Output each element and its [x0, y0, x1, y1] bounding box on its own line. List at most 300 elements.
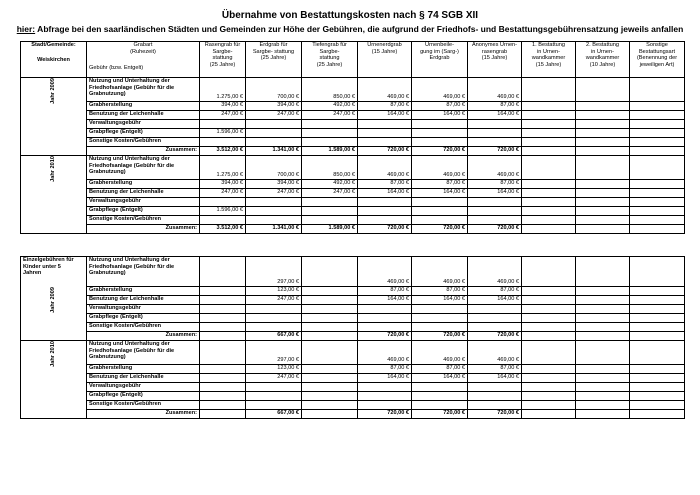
children-label-cell: [21, 257, 87, 287]
empty-cell: [630, 401, 685, 410]
empty-cell: [200, 296, 246, 305]
empty-cell: [522, 305, 576, 314]
total-cell: 720,00 €: [358, 225, 412, 234]
row-label-leichenhalle: Benutzung der Leichenhalle: [87, 296, 200, 305]
table-row: [21, 189, 685, 198]
total-cell: 720,00 €: [358, 410, 412, 419]
empty-cell: [246, 383, 302, 392]
value-cell: 850,00 €: [302, 78, 358, 102]
total-row: [21, 147, 685, 156]
value-cell: 87,00 €: [468, 102, 522, 111]
total-cell: 720,00 €: [468, 332, 522, 341]
value-cell: 164,00 €: [412, 189, 468, 198]
value-cell: 87,00 €: [468, 287, 522, 296]
value-cell: 87,00 €: [412, 287, 468, 296]
value-cell: 394,00 €: [200, 180, 246, 189]
empty-cell: [200, 401, 246, 410]
empty-cell: [358, 216, 412, 225]
empty-cell: [200, 138, 246, 147]
empty-cell: [412, 323, 468, 332]
empty-cell: [302, 374, 358, 383]
empty-cell: [576, 180, 630, 189]
empty-cell: [200, 198, 246, 207]
total-row: [21, 332, 685, 341]
year-cell-2010: [21, 156, 87, 234]
empty-cell: [576, 102, 630, 111]
year-label: Jahr 2010: [50, 341, 57, 367]
empty-cell: [302, 198, 358, 207]
empty-cell: [522, 180, 576, 189]
value-cell: 247,00 €: [200, 111, 246, 120]
empty-cell: [412, 314, 468, 323]
empty-cell: [468, 305, 522, 314]
value-cell: 87,00 €: [412, 180, 468, 189]
col-header-urnenbeilegung: Urnenbeile- gung im (Sarg-) Erdgrab: [412, 42, 468, 78]
empty-cell: [630, 102, 685, 111]
value-cell: 87,00 €: [412, 102, 468, 111]
empty-cell: [576, 365, 630, 374]
ruhezeit-label: (Ruhezeit): [130, 48, 156, 55]
value-cell: 469,00 €: [468, 78, 522, 102]
empty-cell: [630, 365, 685, 374]
year-cell-2009: [21, 78, 87, 156]
empty-cell: [576, 189, 630, 198]
table-row: [21, 374, 685, 383]
total-cell: 720,00 €: [412, 410, 468, 419]
value-cell: 123,00 €: [246, 287, 302, 296]
row-label-grabpflege: Grabpflege (Entgelt): [87, 392, 200, 401]
empty-cell: [576, 207, 630, 216]
value-cell: 164,00 €: [468, 374, 522, 383]
empty-cell: [576, 287, 630, 296]
empty-cell: [576, 156, 630, 180]
empty-cell: [302, 383, 358, 392]
empty-cell: [200, 314, 246, 323]
row-label-zusammen: Zusammen:: [87, 410, 200, 419]
empty-cell: [576, 225, 630, 234]
empty-cell: [200, 257, 246, 287]
row-label-grabpflege: Grabpflege (Entgelt): [87, 129, 200, 138]
empty-cell: [468, 120, 522, 129]
empty-cell: [200, 341, 246, 365]
value-cell: 1.596,00 €: [200, 207, 246, 216]
empty-cell: [630, 129, 685, 138]
total-cell: 720,00 €: [468, 225, 522, 234]
value-cell: 394,00 €: [246, 180, 302, 189]
row-label-sonstige: Sonstige Kosten/Gebühren: [87, 401, 200, 410]
empty-cell: [630, 78, 685, 102]
empty-cell: [358, 120, 412, 129]
empty-cell: [302, 341, 358, 365]
table-row: [21, 365, 685, 374]
row-label-grabherstellung: Grabherstellung: [87, 287, 200, 296]
row-label-sonstige: Sonstige Kosten/Gebühren: [87, 323, 200, 332]
empty-cell: [246, 314, 302, 323]
empty-cell: [468, 198, 522, 207]
value-cell: 164,00 €: [412, 296, 468, 305]
city-name: Weiskirchen: [37, 56, 70, 63]
empty-cell: [358, 323, 412, 332]
value-cell: 1.275,00 €: [200, 156, 246, 180]
empty-cell: [630, 287, 685, 296]
value-cell: 492,00 €: [302, 180, 358, 189]
year-cell-2009: [21, 287, 87, 341]
empty-cell: [358, 392, 412, 401]
row-label-grabpflege: Grabpflege (Entgelt): [87, 207, 200, 216]
total-cell: 1.589,00 €: [302, 147, 358, 156]
empty-cell: [358, 383, 412, 392]
empty-cell: [576, 314, 630, 323]
children-label: Einzelgebühren für: [23, 257, 74, 263]
empty-cell: [412, 392, 468, 401]
empty-cell: [630, 225, 685, 234]
empty-cell: [302, 305, 358, 314]
year-label: Jahr 2009: [50, 78, 57, 104]
empty-cell: [576, 410, 630, 419]
total-cell: 720,00 €: [412, 225, 468, 234]
value-cell: 247,00 €: [200, 189, 246, 198]
value-cell: 247,00 €: [246, 189, 302, 198]
total-cell: 720,00 €: [358, 332, 412, 341]
total-cell: 1.341,00 €: [246, 147, 302, 156]
empty-cell: [522, 383, 576, 392]
row-label-nutzung: Nutzung und Unterhaltung der Friedhofsanlage (Gebühr für die Grabnutzung): [87, 257, 200, 287]
children-label: Kinder unter 5: [23, 263, 61, 270]
table-row: [21, 323, 685, 332]
empty-cell: [522, 198, 576, 207]
total-cell: 667,00 €: [246, 410, 302, 419]
table-row: [21, 392, 685, 401]
table-row: [21, 207, 685, 216]
empty-cell: [630, 156, 685, 180]
value-cell: 700,00 €: [246, 78, 302, 102]
total-cell: 1.341,00 €: [246, 225, 302, 234]
empty-cell: [302, 216, 358, 225]
empty-cell: [522, 111, 576, 120]
value-cell: 469,00 €: [468, 156, 522, 180]
empty-cell: [576, 392, 630, 401]
value-cell: 247,00 €: [302, 111, 358, 120]
empty-cell: [630, 207, 685, 216]
empty-cell: [246, 207, 302, 216]
empty-cell: [246, 216, 302, 225]
row-label-zusammen: Zusammen:: [87, 225, 200, 234]
empty-cell: [302, 296, 358, 305]
empty-cell: [358, 401, 412, 410]
empty-cell: [358, 207, 412, 216]
empty-cell: [358, 198, 412, 207]
col-header-anonym: Anonymes Urnen- rasengrab (15 Jahre): [468, 42, 522, 78]
value-cell: 123,00 €: [246, 365, 302, 374]
table-row: [21, 296, 685, 305]
value-cell: 164,00 €: [358, 374, 412, 383]
row-label-leichenhalle: Benutzung der Leichenhalle: [87, 374, 200, 383]
empty-cell: [246, 323, 302, 332]
empty-cell: [302, 129, 358, 138]
col-header-tiefengrab: Tiefengrab für Sargbe- stattung (25 Jahre): [302, 42, 358, 78]
empty-cell: [630, 111, 685, 120]
table-row: [21, 102, 685, 111]
value-cell: 469,00 €: [358, 156, 412, 180]
empty-cell: [358, 305, 412, 314]
value-cell: 469,00 €: [468, 341, 522, 365]
empty-cell: [576, 401, 630, 410]
empty-cell: [412, 383, 468, 392]
value-cell: 164,00 €: [412, 111, 468, 120]
value-cell: 469,00 €: [358, 257, 412, 287]
empty-cell: [522, 216, 576, 225]
empty-cell: [246, 305, 302, 314]
row-label-zusammen: Zusammen:: [87, 332, 200, 341]
value-cell: 850,00 €: [302, 156, 358, 180]
grabart-label: Grabart: [133, 42, 153, 48]
grabart-cell: [87, 42, 200, 78]
year-cell-2010: [21, 341, 87, 419]
empty-cell: [302, 410, 358, 419]
value-cell: 469,00 €: [412, 156, 468, 180]
table-row: [21, 198, 685, 207]
table-row: [21, 156, 685, 180]
total-cell: 720,00 €: [468, 410, 522, 419]
value-cell: 394,00 €: [246, 102, 302, 111]
total-cell: 1.589,00 €: [302, 225, 358, 234]
value-cell: 164,00 €: [468, 296, 522, 305]
empty-cell: [522, 120, 576, 129]
empty-cell: [200, 323, 246, 332]
empty-cell: [200, 216, 246, 225]
empty-cell: [522, 129, 576, 138]
empty-cell: [302, 120, 358, 129]
value-cell: 87,00 €: [412, 365, 468, 374]
empty-cell: [200, 410, 246, 419]
table-row: [21, 111, 685, 120]
empty-cell: [302, 207, 358, 216]
row-label-nutzung: Nutzung und Unterhaltung der Friedhofsanlage (Gebühr für die Grabnutzung): [87, 78, 200, 102]
table-row: [21, 129, 685, 138]
value-cell: 164,00 €: [358, 296, 412, 305]
empty-cell: [468, 138, 522, 147]
col-header-urnenwand-2: 2. Bestattung in Urnen- wandkammer (10 Jahre): [576, 42, 630, 78]
subtitle-prefix: hier:: [16, 24, 36, 34]
empty-cell: [412, 401, 468, 410]
total-cell: 720,00 €: [358, 147, 412, 156]
empty-cell: [630, 383, 685, 392]
value-cell: 87,00 €: [358, 180, 412, 189]
empty-cell: [522, 156, 576, 180]
value-cell: 469,00 €: [412, 78, 468, 102]
empty-cell: [468, 323, 522, 332]
empty-cell: [576, 147, 630, 156]
total-cell: 720,00 €: [468, 147, 522, 156]
value-cell: 700,00 €: [246, 156, 302, 180]
empty-cell: [630, 410, 685, 419]
children-fees-table: [20, 256, 685, 419]
value-cell: 247,00 €: [302, 189, 358, 198]
table-row: [21, 120, 685, 129]
empty-cell: [630, 138, 685, 147]
empty-cell: [630, 314, 685, 323]
table-row: [21, 78, 685, 102]
city-cell: [21, 42, 87, 78]
empty-cell: [522, 392, 576, 401]
empty-cell: [522, 102, 576, 111]
value-cell: 247,00 €: [246, 296, 302, 305]
empty-cell: [200, 392, 246, 401]
empty-cell: [246, 401, 302, 410]
empty-cell: [522, 410, 576, 419]
empty-cell: [522, 365, 576, 374]
empty-cell: [576, 341, 630, 365]
empty-cell: [630, 180, 685, 189]
col-header-erdgrab: Erdgrab für Sargbe- stattung (25 Jahre): [246, 42, 302, 78]
row-label-nutzung: Nutzung und Unterhaltung der Friedhofsanlage (Gebühr für die Grabnutzung): [87, 156, 200, 180]
empty-cell: [522, 207, 576, 216]
value-cell: 247,00 €: [246, 111, 302, 120]
empty-cell: [576, 138, 630, 147]
value-cell: 87,00 €: [468, 365, 522, 374]
empty-cell: [522, 296, 576, 305]
empty-cell: [630, 216, 685, 225]
total-cell: 720,00 €: [412, 332, 468, 341]
empty-cell: [630, 257, 685, 287]
empty-cell: [412, 207, 468, 216]
year-label: Jahr 2009: [50, 286, 57, 313]
total-row: [21, 410, 685, 419]
value-cell: 164,00 €: [412, 374, 468, 383]
value-cell: 469,00 €: [358, 78, 412, 102]
empty-cell: [468, 216, 522, 225]
empty-cell: [576, 120, 630, 129]
empty-cell: [302, 257, 358, 287]
row-label-sonstige: Sonstige Kosten/Gebühren: [87, 216, 200, 225]
subtitle-text: Abfrage bei den saarländischen Städten und Gemeinden zur Höhe der Gebühren, die aufgrund der Friedhofs- und Bestattungsgebührensatzung jeweils anfallen: [35, 24, 684, 34]
row-label-verwaltung: Verwaltungsgebühr: [87, 198, 200, 207]
empty-cell: [412, 305, 468, 314]
empty-cell: [522, 374, 576, 383]
empty-cell: [246, 120, 302, 129]
row-label-grabherstellung: Grabherstellung: [87, 180, 200, 189]
row-label-grabherstellung: Grabherstellung: [87, 365, 200, 374]
gebuehr-label: Gebühr (bzw. Entgelt): [89, 65, 144, 72]
empty-cell: [200, 305, 246, 314]
empty-cell: [576, 383, 630, 392]
empty-cell: [522, 257, 576, 287]
empty-cell: [630, 374, 685, 383]
col-header-sonstige: Sonstige Bestattungsart (Benennung der jeweiligen Art): [630, 42, 685, 78]
empty-cell: [522, 147, 576, 156]
empty-cell: [302, 365, 358, 374]
city-label: Stadt/Gemeinde:: [31, 42, 76, 48]
empty-cell: [246, 138, 302, 147]
document-subtitle: [0, 24, 700, 34]
row-label-sonstige: Sonstige Kosten/Gebühren: [87, 138, 200, 147]
table-row: [21, 257, 685, 287]
empty-cell: [412, 138, 468, 147]
empty-cell: [468, 401, 522, 410]
empty-cell: [630, 147, 685, 156]
value-cell: 87,00 €: [358, 365, 412, 374]
value-cell: 469,00 €: [468, 257, 522, 287]
empty-cell: [200, 332, 246, 341]
empty-cell: [468, 392, 522, 401]
table-row: [21, 305, 685, 314]
empty-cell: [302, 314, 358, 323]
empty-cell: [522, 189, 576, 198]
empty-cell: [522, 78, 576, 102]
row-label-nutzung: Nutzung und Unterhaltung der Friedhofsanlage (Gebühr für die Grabnutzung): [87, 341, 200, 365]
table-row: [21, 180, 685, 189]
empty-cell: [412, 216, 468, 225]
empty-cell: [576, 374, 630, 383]
value-cell: 1.275,00 €: [200, 78, 246, 102]
empty-cell: [630, 189, 685, 198]
empty-cell: [522, 138, 576, 147]
row-label-leichenhalle: Benutzung der Leichenhalle: [87, 189, 200, 198]
table-row: [21, 216, 685, 225]
value-cell: 87,00 €: [358, 102, 412, 111]
empty-cell: [576, 111, 630, 120]
empty-cell: [630, 341, 685, 365]
value-cell: 164,00 €: [358, 189, 412, 198]
empty-cell: [200, 383, 246, 392]
value-cell: 164,00 €: [468, 111, 522, 120]
empty-cell: [200, 120, 246, 129]
table-row: [21, 287, 685, 296]
total-cell: 667,00 €: [246, 332, 302, 341]
empty-cell: [576, 129, 630, 138]
value-cell: 469,00 €: [358, 341, 412, 365]
empty-cell: [358, 138, 412, 147]
empty-cell: [522, 314, 576, 323]
table-row: [21, 383, 685, 392]
value-cell: 164,00 €: [358, 111, 412, 120]
empty-cell: [576, 296, 630, 305]
empty-cell: [522, 332, 576, 341]
value-cell: 87,00 €: [468, 180, 522, 189]
empty-cell: [468, 207, 522, 216]
empty-cell: [522, 287, 576, 296]
empty-cell: [576, 198, 630, 207]
row-label-zusammen: Zusammen:: [87, 147, 200, 156]
value-cell: 394,00 €: [200, 102, 246, 111]
empty-cell: [630, 120, 685, 129]
empty-cell: [302, 138, 358, 147]
empty-cell: [302, 392, 358, 401]
empty-cell: [630, 332, 685, 341]
row-label-leichenhalle: Benutzung der Leichenhalle: [87, 111, 200, 120]
empty-cell: [522, 225, 576, 234]
header-row: [21, 42, 685, 78]
value-cell: 1.596,00 €: [200, 129, 246, 138]
year-label: Jahr 2010: [50, 156, 57, 182]
empty-cell: [302, 287, 358, 296]
empty-cell: [630, 392, 685, 401]
col-header-urnenwand-1: 1. Bestattung in Urnen- wandkammer (15 Jahre): [522, 42, 576, 78]
empty-cell: [302, 401, 358, 410]
empty-cell: [358, 314, 412, 323]
empty-cell: [200, 287, 246, 296]
empty-cell: [576, 216, 630, 225]
children-label: Jahren: [23, 270, 42, 277]
empty-cell: [246, 198, 302, 207]
empty-cell: [412, 129, 468, 138]
adult-fees-table: [20, 41, 685, 234]
empty-cell: [302, 332, 358, 341]
empty-cell: [302, 323, 358, 332]
empty-cell: [358, 129, 412, 138]
empty-cell: [522, 401, 576, 410]
empty-cell: [246, 129, 302, 138]
